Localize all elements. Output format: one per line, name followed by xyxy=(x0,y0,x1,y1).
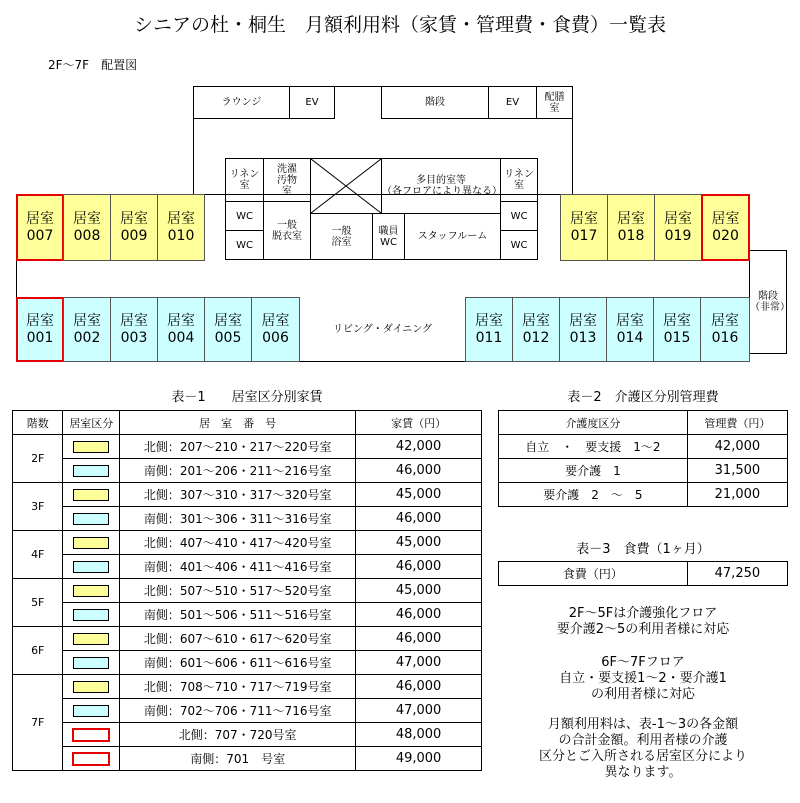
staff-wc: 職員 WC xyxy=(372,213,405,260)
wc-left-1: WC xyxy=(225,201,264,231)
room-numbers: 南側：701 号室 xyxy=(120,747,356,771)
table1-caption: 表－1 居室区分別家賃 xyxy=(171,390,323,405)
room-type-swatch xyxy=(73,657,109,669)
note-independent-floors: 6F～7Fフロア 自立・要支援1～2・要介護1 の利用者様に対応 xyxy=(559,655,727,702)
room-008: 居室 008 xyxy=(63,194,111,261)
room-014: 居室 014 xyxy=(606,297,654,362)
table-row: 要介護 2 ～ 5 21,000 xyxy=(499,483,788,507)
rent-value: 47,000 xyxy=(356,651,482,675)
lounge: ラウンジ xyxy=(193,86,290,119)
room-005: 居室 005 xyxy=(204,297,252,362)
room-type-swatch-cell xyxy=(63,723,120,747)
table2-caption: 表－2 介護区分別管理費 xyxy=(567,390,719,405)
floor-cell: 2F xyxy=(13,435,63,483)
table-row xyxy=(13,507,482,531)
room-type-swatch-cell xyxy=(63,555,120,579)
linen-room-right: リネン 室 xyxy=(500,158,538,202)
room-type-swatch xyxy=(72,752,110,766)
room-009: 居室 009 xyxy=(110,194,158,261)
management-fee-table xyxy=(498,410,788,507)
room-numbers: 南側：501～506・511～516号室 xyxy=(120,603,356,627)
room-017: 居室 017 xyxy=(560,194,608,261)
room-type-swatch xyxy=(73,609,109,621)
room-type-swatch-cell xyxy=(63,507,120,531)
wc-right-2: WC xyxy=(500,230,538,260)
wc-right-1: WC xyxy=(500,201,538,231)
table-row: 自立 ・ 要支援 1～2 42,000 xyxy=(499,435,788,459)
room-type-swatch xyxy=(73,585,109,597)
rent-value: 47,000 xyxy=(356,699,482,723)
room-003: 居室 003 xyxy=(110,297,158,362)
room-type-swatch-cell xyxy=(63,627,120,651)
elevator-2: EV xyxy=(488,86,537,119)
room-type-swatch xyxy=(73,561,109,573)
room-type-swatch-cell xyxy=(63,603,120,627)
meal-fee-table xyxy=(498,561,788,586)
living-dining: リビング・ダイニング xyxy=(333,324,432,335)
rent-value: 48,000 xyxy=(356,723,482,747)
serving-room: 配膳 室 xyxy=(536,86,573,119)
room-numbers: 北側：708～710・717～719号室 xyxy=(120,675,356,699)
room-type-swatch-cell xyxy=(63,675,120,699)
room-016: 居室 016 xyxy=(700,297,750,362)
stairs: 階段 xyxy=(381,86,489,119)
room-type-swatch-cell xyxy=(63,483,120,507)
rent-value: 46,000 xyxy=(356,555,482,579)
laundry-room: 洗濯 汚物 室 xyxy=(263,158,311,202)
rent-value: 46,000 xyxy=(356,459,482,483)
void-cross-icon xyxy=(311,159,381,213)
room-011: 居室 011 xyxy=(465,297,513,362)
staff-room: スタッフルーム xyxy=(404,213,501,260)
table-row xyxy=(13,579,482,603)
table-row xyxy=(13,555,482,579)
room-018: 居室 018 xyxy=(607,194,655,261)
table-row xyxy=(13,723,482,747)
note-monthly-total: 月額利用料は、表-1～3の各金額 の合計金額。利用者様の介護 区分とご入所される居室区分により 異なります。 xyxy=(538,717,747,780)
room-019: 居室 019 xyxy=(654,194,702,261)
rent-value: 45,000 xyxy=(356,531,482,555)
floor-cell: 3F xyxy=(13,483,63,531)
room-type-swatch xyxy=(73,489,109,501)
rent-value: 46,000 xyxy=(356,675,482,699)
room-numbers: 北側：207～210・217～220号室 xyxy=(120,435,356,459)
shaft-void xyxy=(310,158,382,214)
room-010: 居室 010 xyxy=(157,194,205,261)
rent-table-header: 階数 居室区分 居 室 番 号 家賃（円） xyxy=(13,411,482,435)
floor-cell: 6F xyxy=(13,627,63,675)
page-title: シニアの杜・桐生 月額利用料（家賃・管理費・食費）一覧表 xyxy=(133,14,666,36)
room-numbers: 南側：201～206・211～216号室 xyxy=(120,459,356,483)
dressing-room: 一般 脱衣室 xyxy=(263,201,311,260)
room-type-swatch xyxy=(73,513,109,525)
room-type-swatch xyxy=(73,465,109,477)
room-001: 居室 001 xyxy=(16,297,64,362)
room-type-swatch xyxy=(73,537,109,549)
room-numbers: 北側：507～510・517～520号室 xyxy=(120,579,356,603)
table-row xyxy=(13,435,482,459)
bath-room: 一般 浴室 xyxy=(310,213,373,260)
note-care-floors: 2F～5Fは介護強化フロア 要介護2～5の利用者様に対応 xyxy=(556,606,730,637)
room-type-swatch xyxy=(73,633,109,645)
room-type-swatch-cell xyxy=(63,459,120,483)
table-row xyxy=(13,651,482,675)
table-row xyxy=(13,699,482,723)
elevator-1: EV xyxy=(289,86,335,119)
room-type-swatch-cell xyxy=(63,435,120,459)
room-type-swatch-cell xyxy=(63,747,120,771)
room-007: 居室 007 xyxy=(16,194,64,261)
room-numbers: 南側：401～406・411～416号室 xyxy=(120,555,356,579)
fee-table-header: 介護度区分 管理費（円） xyxy=(499,411,788,435)
table3-caption: 表－3 食費（1ヶ月） xyxy=(576,542,710,557)
room-type-swatch xyxy=(73,441,109,453)
room-type-swatch-cell xyxy=(63,531,120,555)
floor-cell: 5F xyxy=(13,579,63,627)
room-type-swatch-cell xyxy=(63,579,120,603)
linen-room-left: リネン 室 xyxy=(225,158,264,202)
room-004: 居室 004 xyxy=(157,297,205,362)
emergency-stairs: 階段 （非常） xyxy=(749,250,787,354)
room-type-swatch xyxy=(72,728,110,742)
room-002: 居室 002 xyxy=(63,297,111,362)
room-numbers: 北側：307～310・317～320号室 xyxy=(120,483,356,507)
table-row xyxy=(13,531,482,555)
room-numbers: 南側：601～606・611～616号室 xyxy=(120,651,356,675)
table-row xyxy=(13,603,482,627)
rent-value: 45,000 xyxy=(356,579,482,603)
rent-value: 46,000 xyxy=(356,507,482,531)
table-row: 食費（円） 47,250 xyxy=(499,562,788,586)
rent-value: 46,000 xyxy=(356,627,482,651)
rent-value: 42,000 xyxy=(356,435,482,459)
table-row xyxy=(13,627,482,651)
table-row xyxy=(13,483,482,507)
room-type-swatch xyxy=(73,681,109,693)
room-numbers: 南側：301～306・311～316号室 xyxy=(120,507,356,531)
rent-value: 49,000 xyxy=(356,747,482,771)
table-row: 要介護 1 31,500 xyxy=(499,459,788,483)
room-013: 居室 013 xyxy=(559,297,607,362)
room-015: 居室 015 xyxy=(653,297,701,362)
table-row xyxy=(13,675,482,699)
room-006: 居室 006 xyxy=(251,297,300,362)
table-row xyxy=(13,459,482,483)
floor-cell: 7F xyxy=(13,675,63,771)
room-type-swatch xyxy=(73,705,109,717)
room-numbers: 南側：702～706・711～716号室 xyxy=(120,699,356,723)
room-numbers: 北側：707・720号室 xyxy=(120,723,356,747)
room-012: 居室 012 xyxy=(512,297,560,362)
room-numbers: 北側：407～410・417～420号室 xyxy=(120,531,356,555)
room-type-swatch-cell xyxy=(63,699,120,723)
rent-value: 45,000 xyxy=(356,483,482,507)
table-row xyxy=(13,747,482,771)
room-020: 居室 020 xyxy=(701,194,750,261)
rent-value: 46,000 xyxy=(356,603,482,627)
room-type-swatch-cell xyxy=(63,651,120,675)
room-numbers: 北側：607～610・617～620号室 xyxy=(120,627,356,651)
wc-left-2: WC xyxy=(225,230,264,260)
floor-cell: 4F xyxy=(13,531,63,579)
multipurpose-room: 多目的室等 （各フロアにより異なる） xyxy=(381,158,501,214)
floorplan-label: 2F～7F 配置図 xyxy=(48,58,138,72)
rent-table xyxy=(12,410,482,771)
